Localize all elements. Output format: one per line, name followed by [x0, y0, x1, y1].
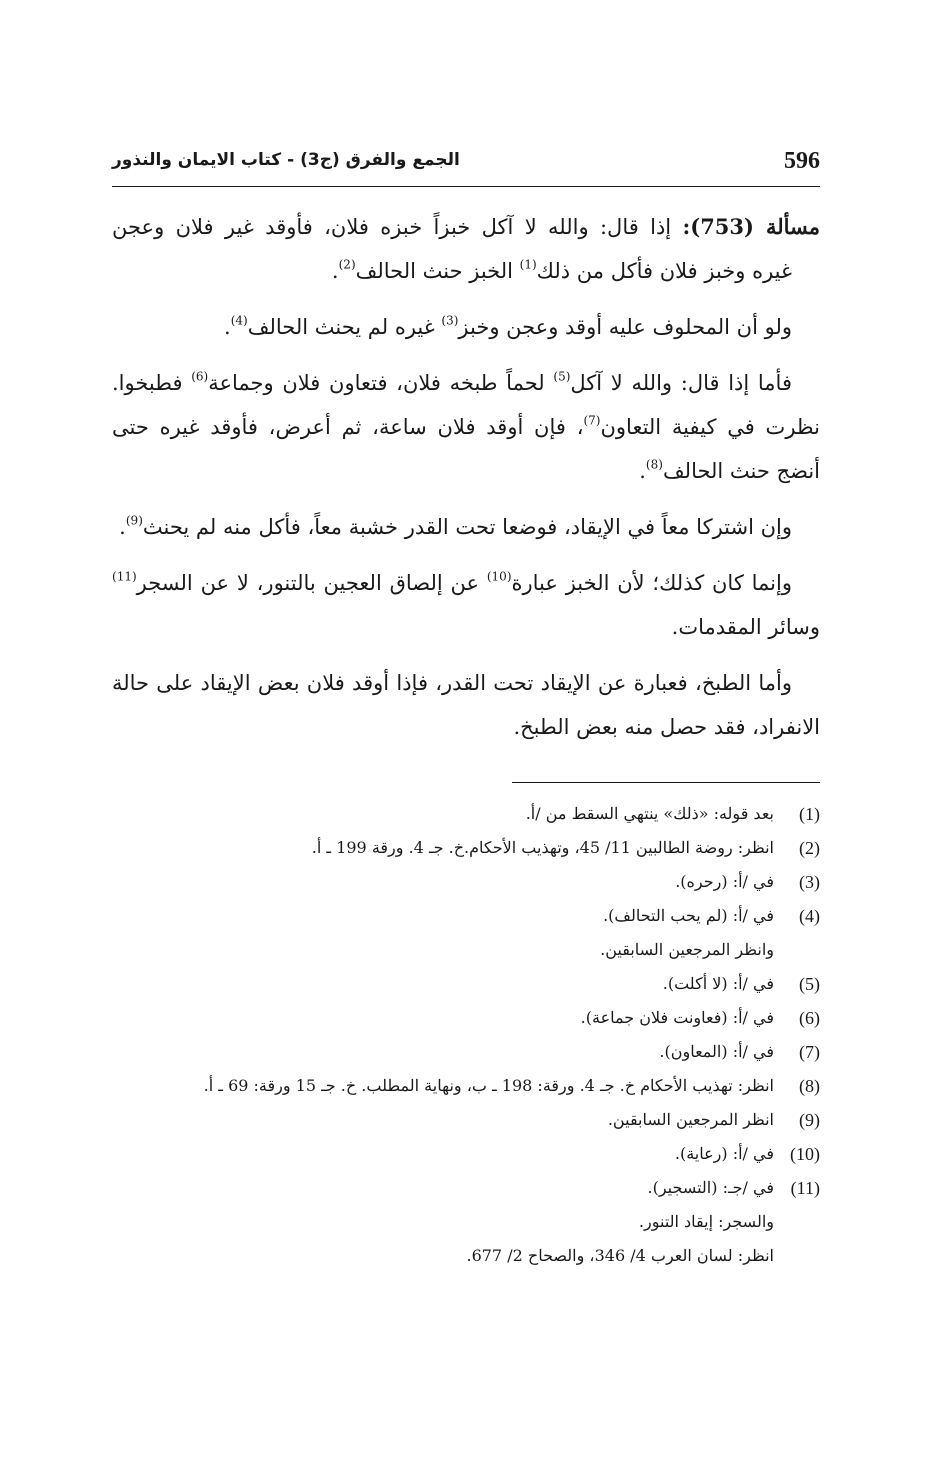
footnote-text: انظر: تهذيب الأحكام خ. جـ 4. ورقة: 198 ـ ب، ونهاية المطلب. خ. جـ 15 ورقة: 69 ـ أ.: [203, 1076, 774, 1095]
paragraph: [112, 505, 820, 549]
paragraph-continuation: [332, 259, 820, 283]
paragraph-text: لحماً طبخه فلان، فتعاون فلان وجماعة: [208, 371, 554, 395]
footnote-item: [112, 933, 820, 967]
footnote-number: (2): [799, 838, 820, 858]
paragraph-text: غيره وخبز فلان فأكل من ذلك: [536, 259, 792, 283]
footnote-ref: (9): [125, 513, 143, 528]
paragraph-text: .: [639, 459, 646, 483]
issue-heading: مسألة (753):: [682, 214, 820, 239]
footnote-item: [112, 1239, 820, 1273]
footnote-number: (10): [790, 1144, 820, 1164]
paragraph: [112, 661, 820, 749]
page-header: [112, 146, 820, 187]
footnote-ref: (8): [645, 457, 663, 472]
footnote-number: (7): [799, 1042, 820, 1062]
page-number: 596: [784, 148, 820, 174]
footnote-item: [112, 797, 820, 831]
footnote-number: (1): [799, 804, 820, 824]
footnote-item: [112, 899, 820, 933]
footnote-text: بعد قوله: «ذلك» ينتهي السقط من /أ.: [525, 804, 774, 823]
footnote-item: [112, 1035, 820, 1069]
main-text: [112, 205, 820, 761]
footnote-text: والسجر: إيقاد التنور.: [638, 1212, 774, 1231]
paragraph-text: الخبز حنث الحالف: [355, 259, 520, 283]
footnote-text: انظر: لسان العرب 4/ 346، والصحاح 2/ 677.: [466, 1246, 774, 1265]
footnote-item: [112, 1103, 820, 1137]
paragraph-text: .: [224, 315, 231, 339]
footnote-item: [112, 1205, 820, 1239]
paragraph-text: .: [331, 259, 339, 283]
paragraph: [112, 305, 820, 349]
paragraph: [112, 561, 820, 649]
footnote-item: [112, 1137, 820, 1171]
footnote-text: في /أ: (لم يحب التحالف).: [603, 906, 774, 925]
paragraph-753: [112, 205, 820, 293]
footnote-text: في /أ: (رعاية).: [674, 1144, 774, 1163]
footnote-ref: (5): [553, 369, 571, 384]
footnote-ref: (1): [519, 257, 537, 272]
footnote-text: في /أ: (المعاون).: [659, 1042, 774, 1061]
footnote-ref: (2): [338, 257, 356, 272]
footnote-text: في /أ: (لا أكلت).: [662, 974, 774, 993]
paragraph-text: فطبخوا. نظرت في كيفية التعاون: [112, 371, 820, 439]
paragraph-text: غيره لم يحنث الحالف: [247, 315, 442, 339]
footnote-text: انظر المرجعين السابقين.: [607, 1110, 774, 1129]
running-title: الجمع والفرق (ج3) - كتاب الايمان والنذور: [112, 150, 460, 170]
paragraph-text: وإن اشتركا معاً في الإيقاد، فوضعا تحت القدر خشبة معاً، فأكل منه لم يحنث: [142, 515, 792, 539]
paragraph: [112, 361, 820, 493]
footnote-item: [112, 1069, 820, 1103]
footnote-number: (8): [799, 1076, 820, 1096]
paragraph-text: ، فإن أوقد فلان ساعة، ثم أعرض، فأوقد غيره حتى أنضج حنث الحالف: [112, 415, 820, 483]
footnote-number: [774, 933, 820, 967]
footnote-item: [112, 1171, 820, 1205]
footnote-ref: (3): [441, 313, 459, 328]
footnote-text: في /جـ: (التسجير).: [647, 1178, 774, 1197]
paragraph-text: إذا قال: والله لا آكل خبزاً خبزه فلان، فأوقد غير فلان وعجن: [112, 215, 683, 239]
paragraph-text: ولو أن المحلوف عليه أوقد وعجن وخبز: [458, 315, 792, 339]
paragraph-text: وأما الطبخ، فعبارة عن الإيقاد تحت القدر، فإذا أوقد فلان بعض الإيقاد على حالة الانفراد، فقد حصل منه بعض الطبخ.: [112, 671, 820, 739]
footnote-text: في /أ: (رحره).: [675, 872, 774, 891]
footnote-ref: (11): [112, 569, 137, 584]
footnote-number: [774, 1239, 820, 1273]
footnote-item: [112, 865, 820, 899]
footnote-number: (4): [799, 906, 820, 926]
paragraph-text: .: [119, 515, 126, 539]
footnote-ref: (4): [230, 313, 248, 328]
footnotes: [112, 797, 820, 1273]
footnote-number: [774, 1205, 820, 1239]
footnote-number: (6): [799, 1008, 820, 1028]
footnote-text: وانظر المرجعين السابقين.: [600, 940, 774, 959]
footnote-ref: (10): [486, 569, 512, 584]
footnote-text: في /أ: (فعاونت فلان جماعة).: [580, 1008, 774, 1027]
footnote-text: انظر: روضة الطالبين 11/ 45، وتهذيب الأحكام.خ. جـ 4. ورقة 199 ـ أ.: [311, 838, 774, 857]
footnote-item: [112, 831, 820, 865]
footnote-ref: (7): [583, 413, 601, 428]
footnote-divider: [512, 782, 820, 783]
footnote-ref: (6): [191, 369, 209, 384]
footnote-number: (9): [799, 1110, 820, 1130]
paragraph-text: فأما إذا قال: والله لا آكل: [570, 371, 792, 395]
paragraph-text: عن إلصاق العجين بالتنور، لا عن السجر: [136, 571, 487, 595]
paragraph-text: وإنما كان كذلك؛ لأن الخبز عبارة: [511, 571, 792, 595]
footnote-item: [112, 967, 820, 1001]
footnote-number: (3): [799, 872, 820, 892]
paragraph-text: وسائر المقدمات.: [671, 615, 820, 639]
footnote-number: (11): [790, 1178, 820, 1198]
footnote-number: (5): [799, 974, 820, 994]
footnote-item: [112, 1001, 820, 1035]
